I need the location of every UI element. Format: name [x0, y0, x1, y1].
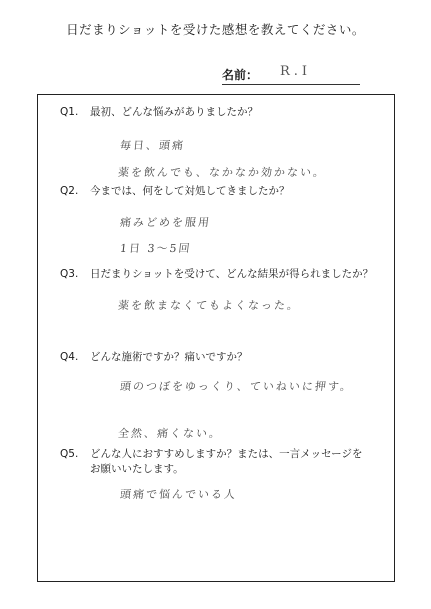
answer-3-line-1: 薬を飲まなくてもよくなった。 [117, 299, 301, 312]
answer-4-line-1: 頭のつぼをゆっくり、ていねいに押す。 [119, 380, 354, 393]
question-1 [60, 104, 258, 119]
question-text: 日だまりショットを受けて、どんな結果が得られましたか？ [90, 268, 374, 280]
name-label: 名前： [222, 68, 259, 82]
question-4 [60, 349, 248, 364]
answer-5-line-1: 頭痛で悩んでいる人 [119, 488, 238, 501]
answer-4-line-2: 全然、痛くない。 [117, 427, 223, 440]
question-5-continued: お願いいたします。 [90, 463, 184, 475]
name-field [222, 64, 360, 85]
question-text: 最初、どんな悩みがありましたか？ [90, 106, 258, 118]
name-value: R.I [280, 64, 312, 79]
question-number: Q1. [60, 106, 79, 118]
question-number: Q5. [60, 448, 79, 460]
answer-1-line-2: 薬を飲んでも、なかなか効かない。 [117, 166, 327, 179]
question-number: Q3. [60, 268, 79, 280]
question-text: どんな人におすすめしますか？または、一言メッセージを [90, 448, 363, 460]
answer-1-line-1: 毎日、頭痛 [119, 139, 186, 152]
question-2 [60, 183, 290, 198]
question-3 [60, 266, 373, 281]
answer-2-line-1: 痛みどめを服用 [119, 216, 212, 229]
question-text: 今までは、何をして対処してきましたか？ [90, 185, 290, 197]
question-number: Q2. [60, 185, 79, 197]
question-number: Q4. [60, 351, 79, 363]
form-title: 日だまりショットを受けた感想を教えてください。 [66, 22, 365, 37]
question-text: どんな施術ですか？痛いですか？ [90, 351, 248, 363]
answer-2-line-2: 1日 3〜5回 [119, 242, 193, 255]
question-5 [60, 446, 362, 461]
